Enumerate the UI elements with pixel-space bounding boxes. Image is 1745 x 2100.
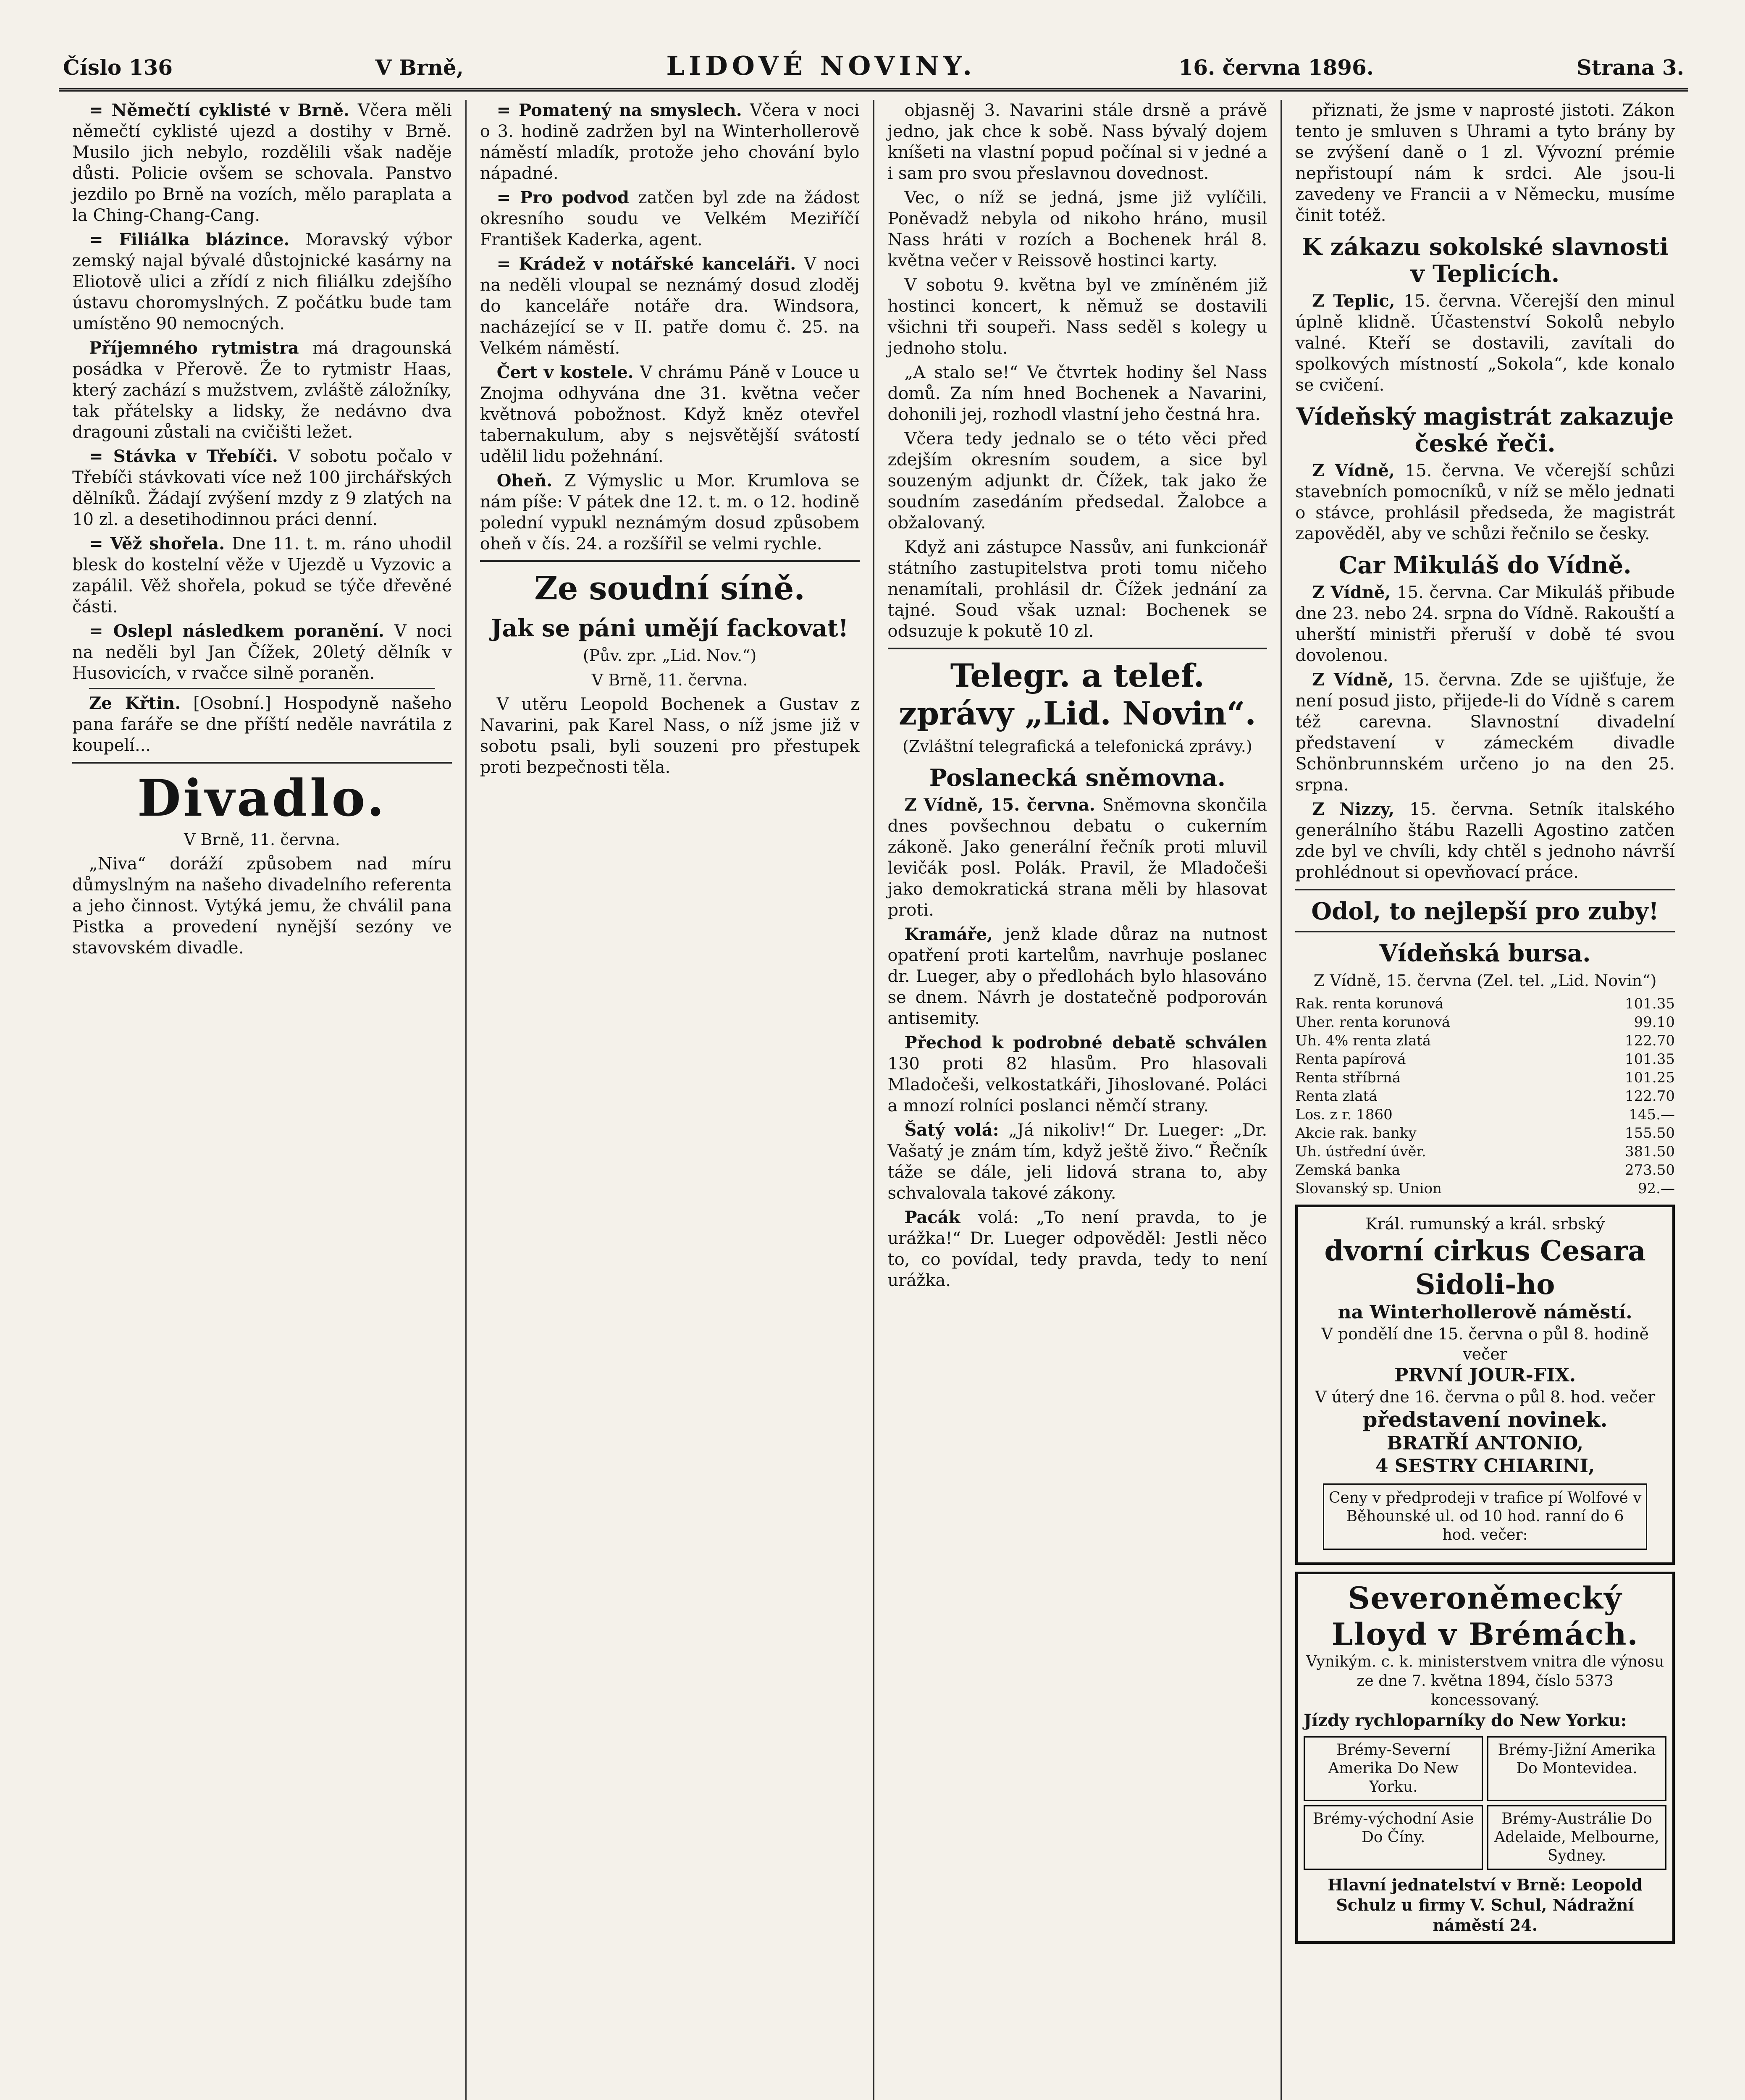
- circus-l4: V pondělí dne 15. června o půl 8. hodině večer: [1321, 1325, 1649, 1363]
- news-item-title: = Pro podvod: [496, 188, 638, 207]
- telegram-lead: Přechod k podrobné debatě schválen: [904, 1033, 1267, 1053]
- news-item: [72, 533, 452, 617]
- bursa-name: Uh. ústřední úvěr.: [1295, 1143, 1426, 1160]
- lloyd-route: Brémy-východní Asie Do Číny.: [1304, 1805, 1483, 1870]
- telegram-item: [888, 1032, 1267, 1116]
- issue-number: Číslo 136: [63, 55, 173, 80]
- divadlo-dateline: V Brně, 11. června.: [184, 830, 340, 849]
- circus-price: Ceny v předprodeji v trafice pí Wolfové v Běhounské ul. od 10 hod. ranní do 6 hod. večer:: [1323, 1483, 1647, 1550]
- bursa-value: 273.50: [1625, 1162, 1675, 1179]
- news-item: [1295, 291, 1675, 396]
- news-item-title: Z Vídně,: [1312, 583, 1397, 602]
- bursa-row: [1295, 1142, 1675, 1161]
- news-item: [480, 187, 860, 250]
- odol-ad: Odol, to nejlepší pro zuby!: [1311, 898, 1659, 925]
- lloyd-body: Vynikým. c. k. ministerstvem vnitra dle výnosu ze dne 7. května 1894, číslo 5373 koncessovaný.: [1306, 1653, 1664, 1709]
- issue-date: 16. června 1896.: [1178, 55, 1374, 80]
- news-item-title: Z Vídně,: [1312, 670, 1403, 690]
- telegram-body: 130 proti 82 hlasům. Pro hlasovali Mladočeši, velkostatkáři, Jihoslované. Poláci a mnozí rolníci poslanci němčí strany.: [887, 1054, 1267, 1116]
- news-item-title: = Krádež v notářské kanceláři.: [496, 254, 804, 274]
- telegram-title: Telegr. a telef. zprávy „Lid. Novin“.: [898, 657, 1256, 732]
- news-item-title: Příjemného rytmistra: [89, 338, 313, 358]
- section-heading: Vídeňský magistrát zakazuje české řeči.: [1296, 403, 1674, 457]
- telegram-lead: Pacák: [904, 1208, 979, 1227]
- masthead: [59, 50, 1688, 92]
- bursa-row: [1295, 1161, 1675, 1179]
- bursa-value: 155.50: [1625, 1125, 1675, 1142]
- telegram-item: [888, 1120, 1267, 1204]
- court-paragraph: V sobotu 9. května byl ve zmíněném již hostinci koncert, k němuž se dostavili všichni tři soupeři. Nass seděl s kolegy u jednoho stolu.: [887, 276, 1267, 358]
- news-item-title: Z Vídně,: [1312, 461, 1405, 480]
- news-item-body: Moravský výbor zemský najal bývalé důstojnické kasárny na Eliotově ulici a zřídí z nich filiálku zdejšího ústavu choromyslných. Z počátku bude tam umístěno 90 nemocných.: [72, 230, 452, 333]
- news-item: [72, 100, 452, 226]
- news-item: [480, 362, 860, 467]
- news-item-title: Oheň.: [496, 471, 564, 491]
- soudni-subtitle: Jak se páni umějí fackovat!: [491, 614, 849, 642]
- circus-l6: V úterý dne 16. června o půl 8. hod. večer: [1315, 1388, 1656, 1406]
- news-item-title: = Filiálka blázince.: [89, 230, 306, 249]
- court-paragraph: Včera tedy jednalo se o této věci před zdejším okresním soudem, a sice byl souzeným adjunkt dr. Čížek, tak jako že soudním zasedáním předsedal. Žalobce a obžalovaný.: [887, 429, 1267, 533]
- section-heading: Car Mikuláš do Vídně.: [1338, 551, 1632, 579]
- column-2: [467, 100, 874, 2100]
- bursa-row: [1295, 1087, 1675, 1105]
- news-item: [72, 621, 452, 684]
- news-item: [1295, 582, 1675, 666]
- circus-l8: BRATŘÍ ANTONIO,: [1387, 1433, 1584, 1454]
- news-item: [1295, 669, 1675, 795]
- newspaper-page: [59, 50, 1688, 2100]
- telegram-body: jenž klade důraz na nutnost opatření proti kartelům, navrhuje poslanec dr. Lueger, aby o předlohách bylo hlasováno se dnem. Návrh je dostatečně podporován antisemity.: [887, 925, 1267, 1028]
- bursa-name: Renta stříbrná: [1295, 1069, 1401, 1086]
- city: V Brně,: [375, 55, 464, 80]
- news-item: [1295, 799, 1675, 883]
- circus-l1: Král. rumunský a král. srbský: [1365, 1215, 1605, 1233]
- page-number: Strana 3.: [1576, 55, 1684, 80]
- divadlo-body: „Niva“ doráží způsobem nad míru důmyslným na našeho divadelního referenta a jeho činnost. Vytýká jemu, že chválil pana Pistka a provedení nynější sezóny ve stavovském divadle.: [72, 854, 452, 958]
- bursa-name: Uher. renta korunová: [1295, 1014, 1451, 1031]
- notice-body: [Osobní.] Hospodyně našeho pana faráře se dne příští neděle navrátila z koupelí...: [72, 694, 452, 755]
- bursa-note: Z Vídně, 15. června (Zel. tel. „Lid. Novin“): [1313, 971, 1657, 990]
- news-item: [1295, 460, 1675, 544]
- news-item-body: V noci na neděli byl Jan Čížek, 20letý dělník v Husovicích, v rvačce silně poraněn.: [72, 622, 452, 683]
- paper-name: LIDOVÉ NOVINY.: [666, 50, 976, 81]
- news-item-body: V noci na neděli vloupal se neznámý dosud zloděj do kanceláře notáře dra. Windsora, nacházející se v II. patře domu č. 25. na Velkém náměstí.: [480, 255, 860, 358]
- news-item-title: Z Teplic,: [1312, 291, 1404, 311]
- news-item-body: 15. června. Ve včerejší schůzi stavebních pomocníků, v níž se mělo jednati o stávce, prohlásil předseda, že magistrát zapověděl, aby ve schůzi řečnilo se česky.: [1295, 461, 1675, 543]
- telegram-body: volá: „To není pravda, to je urážka!“ Dr. Lueger odpověděl: Jestli něco to, co povídal, tedy pravda, tedy to není urážka.: [887, 1208, 1267, 1290]
- news-item: [480, 470, 860, 554]
- bursa-name: Slovanský sp. Union: [1295, 1180, 1442, 1197]
- news-item: [72, 338, 452, 443]
- news-item-body: má dragounská posádka v Přerově. Že to rytmistr Haas, který zachází s mužstvem, zvláště záložníky, tak přátelsky a lidsky, že nedávno dva dragouni zůstali na cvičišti ležet.: [72, 339, 452, 442]
- notice: [72, 693, 452, 756]
- bursa-value: 101.35: [1625, 1051, 1675, 1068]
- court-paragraph: „A stalo se!“ Ve čtvrtek hodiny šel Nass domů. Za ním hned Bochenek a Navarini, dohonili jej, rozhodl vlastní jeho čestná hra.: [887, 363, 1267, 424]
- lloyd-ad: [1295, 1572, 1675, 1944]
- section-heading: K zákazu sokolské slavnosti v Teplicích.: [1302, 233, 1669, 288]
- bursa-name: Renta zlatá: [1295, 1088, 1378, 1105]
- news-item-title: = Němečtí cyklisté v Brně.: [89, 100, 358, 120]
- news-item-body: Dne 11. t. m. ráno uhodil blesk do kostelní věže v Ujezdě u Vyzovic a zapálil. Věž shořela, pokud se týče dřevěné části.: [72, 534, 452, 617]
- news-item-title: Čert v kostele.: [496, 362, 640, 382]
- telegram-body: Sněmovna skončila dnes povšechnou debatu o cukerním zákoně. Jako generální řečník proti mluvil levičák posl. Polák. Pravil, že Mladočeši jako demokratická strana měli by hlasovat proti.: [887, 795, 1267, 920]
- lloyd-agent: Hlavní jednatelství v Brně: Leopold Schulz u firmy V. Schul, Nádražní náměstí 24.: [1328, 1875, 1643, 1935]
- bursa-row: [1295, 995, 1675, 1013]
- soudni-note: (Pův. zpr. „Lid. Nov.“): [583, 646, 757, 665]
- circus-l3: na Winterhollerově náměstí.: [1338, 1302, 1632, 1323]
- bursa-value: 92.—: [1637, 1180, 1675, 1197]
- bursa-name: Uh. 4% renta zlatá: [1295, 1032, 1431, 1049]
- circus-l9: 4 SESTRY CHIARINI,: [1375, 1455, 1595, 1477]
- bursa-name: Rak. renta korunová: [1295, 995, 1444, 1012]
- bursa-row: [1295, 1013, 1675, 1032]
- court-paragraph: Vec, o níž se jedná, jsme již vylíčili. Poněvadž nebyla od nikoho hráno, musil Nass hráti v rozích a Bochenek hrál 8. května večer v Reissově hostinci karty.: [887, 188, 1267, 270]
- column-4: [1282, 100, 1688, 2100]
- bursa-row: [1295, 1124, 1675, 1142]
- circus-l7: představení novinek.: [1362, 1407, 1608, 1432]
- bursa-value: 122.70: [1625, 1088, 1675, 1105]
- column-1: [59, 100, 467, 2100]
- telegram-lead: Šatý volá:: [904, 1120, 1009, 1140]
- news-item-title: = Pomatený na smyslech.: [496, 100, 750, 120]
- bursa-row: [1295, 1179, 1675, 1198]
- soudni-body: V utěru Leopold Bochenek a Gustav z Navarini, pak Karel Nass, o níž jsme již v sobotu psali, byli souzeni pro přestupek proti bezpečnosti těla.: [480, 695, 860, 777]
- telegram-item: [888, 924, 1267, 1029]
- bursa-value: 99.10: [1634, 1014, 1675, 1031]
- bursa-value: 145.—: [1629, 1106, 1675, 1123]
- divadlo-title: Divadlo.: [137, 769, 387, 828]
- news-item-title: = Stávka v Třebíči.: [89, 446, 289, 466]
- bursa-name: Renta papírová: [1295, 1051, 1406, 1068]
- news-item-body: Včera měli němečtí cyklisté ujezd a dostihy v Brně. Musilo jich nebylo, rozdělili však naděje důsti. Policie ovšem se schovala. Panstvo jezdilo po Brně na vozích, mělo paraplata a la Ching-Chang-Cang.: [72, 101, 452, 225]
- news-item-body: 15. června. Car Mikuláš přibude dne 23. nebo 24. srpna do Vídně. Rakouští a uherští ministři přeruší v době té svou dovolenou.: [1295, 583, 1675, 665]
- bursa-row: [1295, 1105, 1675, 1124]
- telegram-item: [888, 795, 1267, 921]
- bursa-row: [1295, 1068, 1675, 1087]
- bursa-value: 122.70: [1625, 1032, 1675, 1049]
- news-item-body: V chrámu Páně v Louce u Znojma odhyvána dne 31. května večer květnová pobožnost. Když kněz otevřel tabernakulum, aby s nejsvětější svátostí udělil lidu požehnání.: [480, 363, 860, 466]
- telegram-section: Poslanecká sněmovna.: [929, 764, 1226, 792]
- news-item: [480, 100, 860, 184]
- notice-title: Ze Křtin.: [89, 693, 181, 713]
- bursa-value: 101.35: [1625, 995, 1675, 1012]
- court-paragraph: Když ani zástupce Nassův, ani funkcionář státního zastupitelstva proti tomu ničeho nenamítali, prohlásil dr. Čížek jednání za tajné. Soud však uznal: Bochenek se odsuzuje k pokutě 10 zl.: [887, 538, 1267, 641]
- news-item-body: Z Výmyslic u Mor. Krumlova se nám píše: V pátek dne 12. t. m. o 12. hodině polední vypukl neznámým dosud způsobem oheň v čís. 24. a rozšířil se velmi rychle.: [480, 471, 860, 554]
- bursa-value: 381.50: [1625, 1143, 1675, 1160]
- news-item-body: 15. června. Včerejší den minul úplně klidně. Účastenství Sokolů nebylo valné. Kteří se dostavili, zavítali do spolkových místností „Sokola“, kde konalo se cvičení.: [1295, 291, 1675, 395]
- news-item: [480, 254, 860, 359]
- news-item-body: 15. června. Zde se ujišťuje, že není posud jisto, přijede-li do Vídně s carem též carevna. Slavnostní divadelní představení v zámeckém divadle Schönbrunnském určeno jo na den 25. srpna.: [1295, 670, 1675, 795]
- bursa-row: [1295, 1050, 1675, 1068]
- bursa-name: Akcie rak. banky: [1295, 1125, 1417, 1142]
- bursa-row: [1295, 1032, 1675, 1050]
- circus-l5: PRVNÍ JOUR-FIX.: [1394, 1365, 1576, 1386]
- news-item-body: Včera v noci o 3. hodině zadržen byl na Winterhollerově náměstí mladík, protože jeho chování bylo nápadné.: [480, 101, 860, 183]
- bursa-title: Vídeňská bursa.: [1379, 940, 1591, 967]
- news-item-body: zatčen byl zde na žádost okresního soudu ve Velkém Meziříčí František Kaderka, agent.: [480, 188, 860, 249]
- bursa-name: Zemská banka: [1295, 1162, 1401, 1179]
- lloyd-route: Brémy-Severní Amerika Do New Yorku.: [1304, 1736, 1483, 1801]
- lloyd-sub: Jízdy rychloparníky do New Yorku:: [1304, 1711, 1627, 1730]
- news-item: [72, 229, 452, 334]
- soudni-dateline: V Brně, 11. června.: [591, 671, 748, 689]
- column-3: [874, 100, 1282, 2100]
- circus-l2: dvorní cirkus Cesara Sidoli-ho: [1324, 1234, 1646, 1301]
- news-item-title: = Věž shořela.: [89, 534, 232, 554]
- news-item-title: Z Nizzy,: [1312, 799, 1410, 819]
- telegram-body: „Já nikoliv!“ Dr. Lueger: „Dr. Vašatý je znám tím, když ještě živo.“ Řečník táže se dále, jeli lidová strana to, aby schvalovala takové zákony.: [887, 1121, 1267, 1203]
- lloyd-route: Brémy-Jižní Amerika Do Montevidea.: [1487, 1736, 1666, 1801]
- telegram-lead: Kramáře,: [904, 924, 1005, 944]
- telegram-lead: Z Vídně, 15. června.: [904, 795, 1102, 815]
- circus-ad: [1295, 1205, 1675, 1565]
- news-item-body: V sobotu počalo v Třebíči stávkovati více než 100 jirchářských dělníků. Žádají zvýšení mzdy z 9 zlatých na 10 zl. a desetihodinnou práci denní.: [72, 447, 452, 529]
- telegram-note: (Zvláštní telegrafická a telefonická zprávy.): [903, 737, 1252, 756]
- news-item: [1295, 100, 1675, 226]
- bursa-name: Los. z r. 1860: [1295, 1106, 1393, 1123]
- telegram-item: [888, 1207, 1267, 1291]
- news-item-body: 15. června. Setník italského generálního štábu Razelli Agostino zatčen zde byl ve chvíli, kdy chtěl s jednoho návrší prohlédnout si opevňovací práce.: [1295, 800, 1675, 882]
- news-item-body: přiznati, že jsme v naprosté jistoti. Zákon tento je smluven s Uhrami a tyto brány by se zvýšení daně o 1 zl. Vývozní prémie nepřistoupí nám k srdci. Ale jsou-li zavedeny ve Francii a v Německu, musíme činit totéž.: [1295, 101, 1675, 225]
- news-item-title: = Oslepl následkem poranění.: [89, 621, 394, 641]
- lloyd-title: Severoněmecký Lloyd v Brémách.: [1331, 1580, 1639, 1652]
- lloyd-route: Brémy-Austrálie Do Adelaide, Melbourne, Sydney.: [1487, 1805, 1666, 1870]
- bursa-value: 101.25: [1625, 1069, 1675, 1086]
- news-item: [72, 446, 452, 530]
- court-paragraph: objasněj 3. Navarini stále drsně a právě jedno, jak chce k sobě. Nass bývalý dojem kníšeti na vlastní popud počínal si v jedné a i sam pro svou přeslavnou dovednost.: [887, 101, 1267, 183]
- soudni-title: Ze soudní síně.: [534, 570, 805, 607]
